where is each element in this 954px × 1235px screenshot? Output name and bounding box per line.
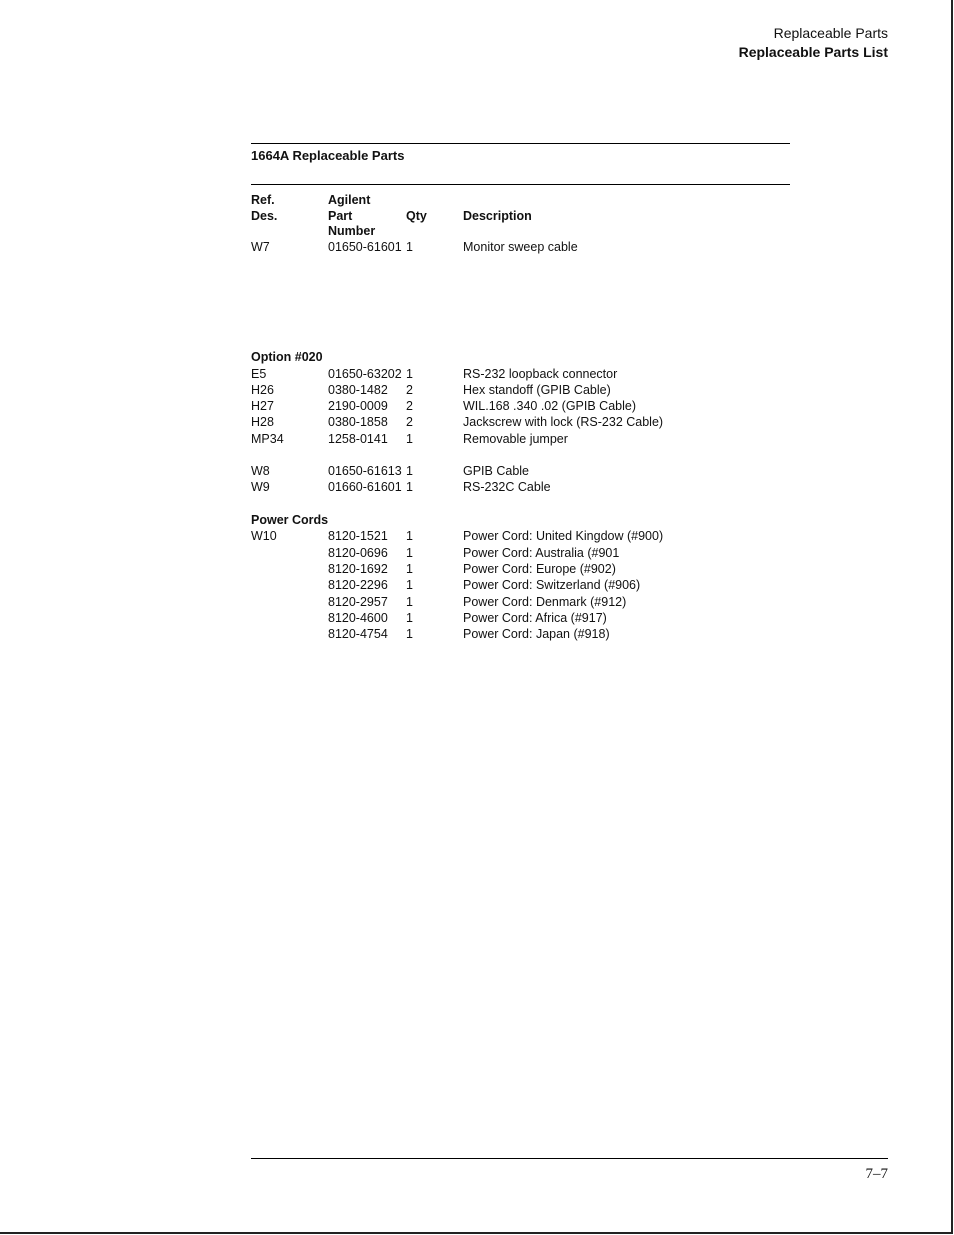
table-row <box>251 626 790 642</box>
row-part: 01660-61601 <box>328 479 402 494</box>
column-header-ref <box>251 193 327 224</box>
row-part: 01650-63202 <box>328 366 402 381</box>
part-header-line1: Agilent <box>328 193 371 207</box>
part-header-line2: Part <box>328 208 353 223</box>
row-qty: 1 <box>406 545 413 560</box>
row-part: 8120-2957 <box>328 594 388 609</box>
row-part: 8120-4600 <box>328 610 388 625</box>
table-row <box>251 398 790 414</box>
row-qty: 2 <box>406 399 413 414</box>
row-desc: Removable jumper <box>463 431 568 446</box>
column-headers <box>251 193 790 239</box>
row-qty: 2 <box>406 382 413 397</box>
table-row <box>251 431 790 447</box>
row-qty: 1 <box>406 562 413 577</box>
table-header-rule <box>251 184 790 185</box>
row-qty: 1 <box>406 578 413 593</box>
row-qty: 1 <box>406 610 413 625</box>
power-cords-group-heading: Power Cords <box>251 513 329 528</box>
row-part: 8120-2296 <box>328 578 388 593</box>
column-header-description: Description <box>463 208 532 223</box>
page-number: 7–7 <box>865 1166 888 1182</box>
row-desc: Power Cord: Australia (#901 <box>463 545 620 560</box>
table-title: 1664A Replaceable Parts <box>251 148 405 163</box>
row-part: 8120-0696 <box>328 545 388 560</box>
ref-header-line1: Ref. <box>251 193 275 207</box>
row-desc: GPIB Cable <box>463 463 530 478</box>
row-qty: 1 <box>406 529 413 544</box>
row-desc: WIL.168 .340 .02 (GPIB Cable) <box>463 399 637 414</box>
spacer <box>251 255 790 349</box>
row-part: 01650-61613 <box>328 463 402 478</box>
spacer <box>251 447 790 463</box>
table-row <box>251 366 790 382</box>
running-head-section: Replaceable Parts List <box>738 44 888 60</box>
row-desc: Power Cord: Africa (#917) <box>463 610 607 625</box>
option-rows-a <box>251 366 790 447</box>
row-ref: E5 <box>251 366 267 381</box>
table-row <box>251 382 790 398</box>
row-desc: Power Cord: United Kingdow (#900) <box>463 529 664 544</box>
row-part: 2190-0009 <box>328 399 388 414</box>
ref-header-line2: Des. <box>251 208 278 223</box>
row-ref: W10 <box>251 529 277 544</box>
running-head <box>739 24 888 62</box>
row-desc: RS-232 loopback connector <box>463 366 618 381</box>
row-ref: W7 <box>251 240 270 254</box>
row-part: 01650-61601 <box>328 240 402 254</box>
row-qty: 1 <box>406 366 413 381</box>
table-row <box>251 239 790 255</box>
row-ref: MP34 <box>251 431 284 446</box>
row-part: 1258-0141 <box>328 431 388 446</box>
row-qty: 1 <box>406 431 413 446</box>
table-row <box>251 463 790 479</box>
row-qty: 1 <box>406 627 413 642</box>
option-rows-b <box>251 463 790 496</box>
table-row <box>251 610 790 626</box>
row-ref: H26 <box>251 382 274 397</box>
footer-rule <box>251 1158 888 1159</box>
parts-table <box>251 143 790 643</box>
row-qty: 1 <box>406 463 413 478</box>
table-row <box>251 479 790 495</box>
row-desc: RS-232C Cable <box>463 479 551 494</box>
table-row <box>251 594 790 610</box>
row-desc: Power Cord: Japan (#918) <box>463 627 610 642</box>
row-desc: Jackscrew with lock (RS-232 Cable) <box>463 415 664 430</box>
row-ref: H27 <box>251 399 274 414</box>
row-part: 8120-1521 <box>328 529 388 544</box>
row-desc: Power Cord: Denmark (#912) <box>463 594 627 609</box>
table-row <box>251 577 790 593</box>
row-desc: Power Cord: Europe (#902) <box>463 562 616 577</box>
row-qty: 2 <box>406 415 413 430</box>
spacer <box>251 495 790 512</box>
table-row <box>251 545 790 561</box>
row-part: 8120-4754 <box>328 627 388 642</box>
table-row <box>251 414 790 430</box>
row-ref: W8 <box>251 463 270 478</box>
row-qty: 1 <box>406 240 413 254</box>
option-group-heading: Option #020 <box>251 350 323 365</box>
part-header-line3: Number <box>328 224 376 238</box>
row-qty: 1 <box>406 594 413 609</box>
table-row <box>251 528 790 544</box>
row-ref: H28 <box>251 415 274 430</box>
row-ref: W9 <box>251 479 270 494</box>
column-header-qty: Qty <box>406 208 427 223</box>
row-qty: 1 <box>406 479 413 494</box>
row-desc: Hex standoff (GPIB Cable) <box>463 382 611 397</box>
table-row <box>251 561 790 577</box>
row-part: 0380-1482 <box>328 382 388 397</box>
row-part: 8120-1692 <box>328 562 388 577</box>
row-part: 0380-1858 <box>328 415 388 430</box>
main-rows <box>251 239 790 255</box>
row-desc: Monitor sweep cable <box>463 240 578 254</box>
column-header-part <box>328 193 406 240</box>
power-cords-rows <box>251 528 790 642</box>
running-head-chapter: Replaceable Parts <box>773 25 888 41</box>
row-desc: Power Cord: Switzerland (#906) <box>463 578 641 593</box>
